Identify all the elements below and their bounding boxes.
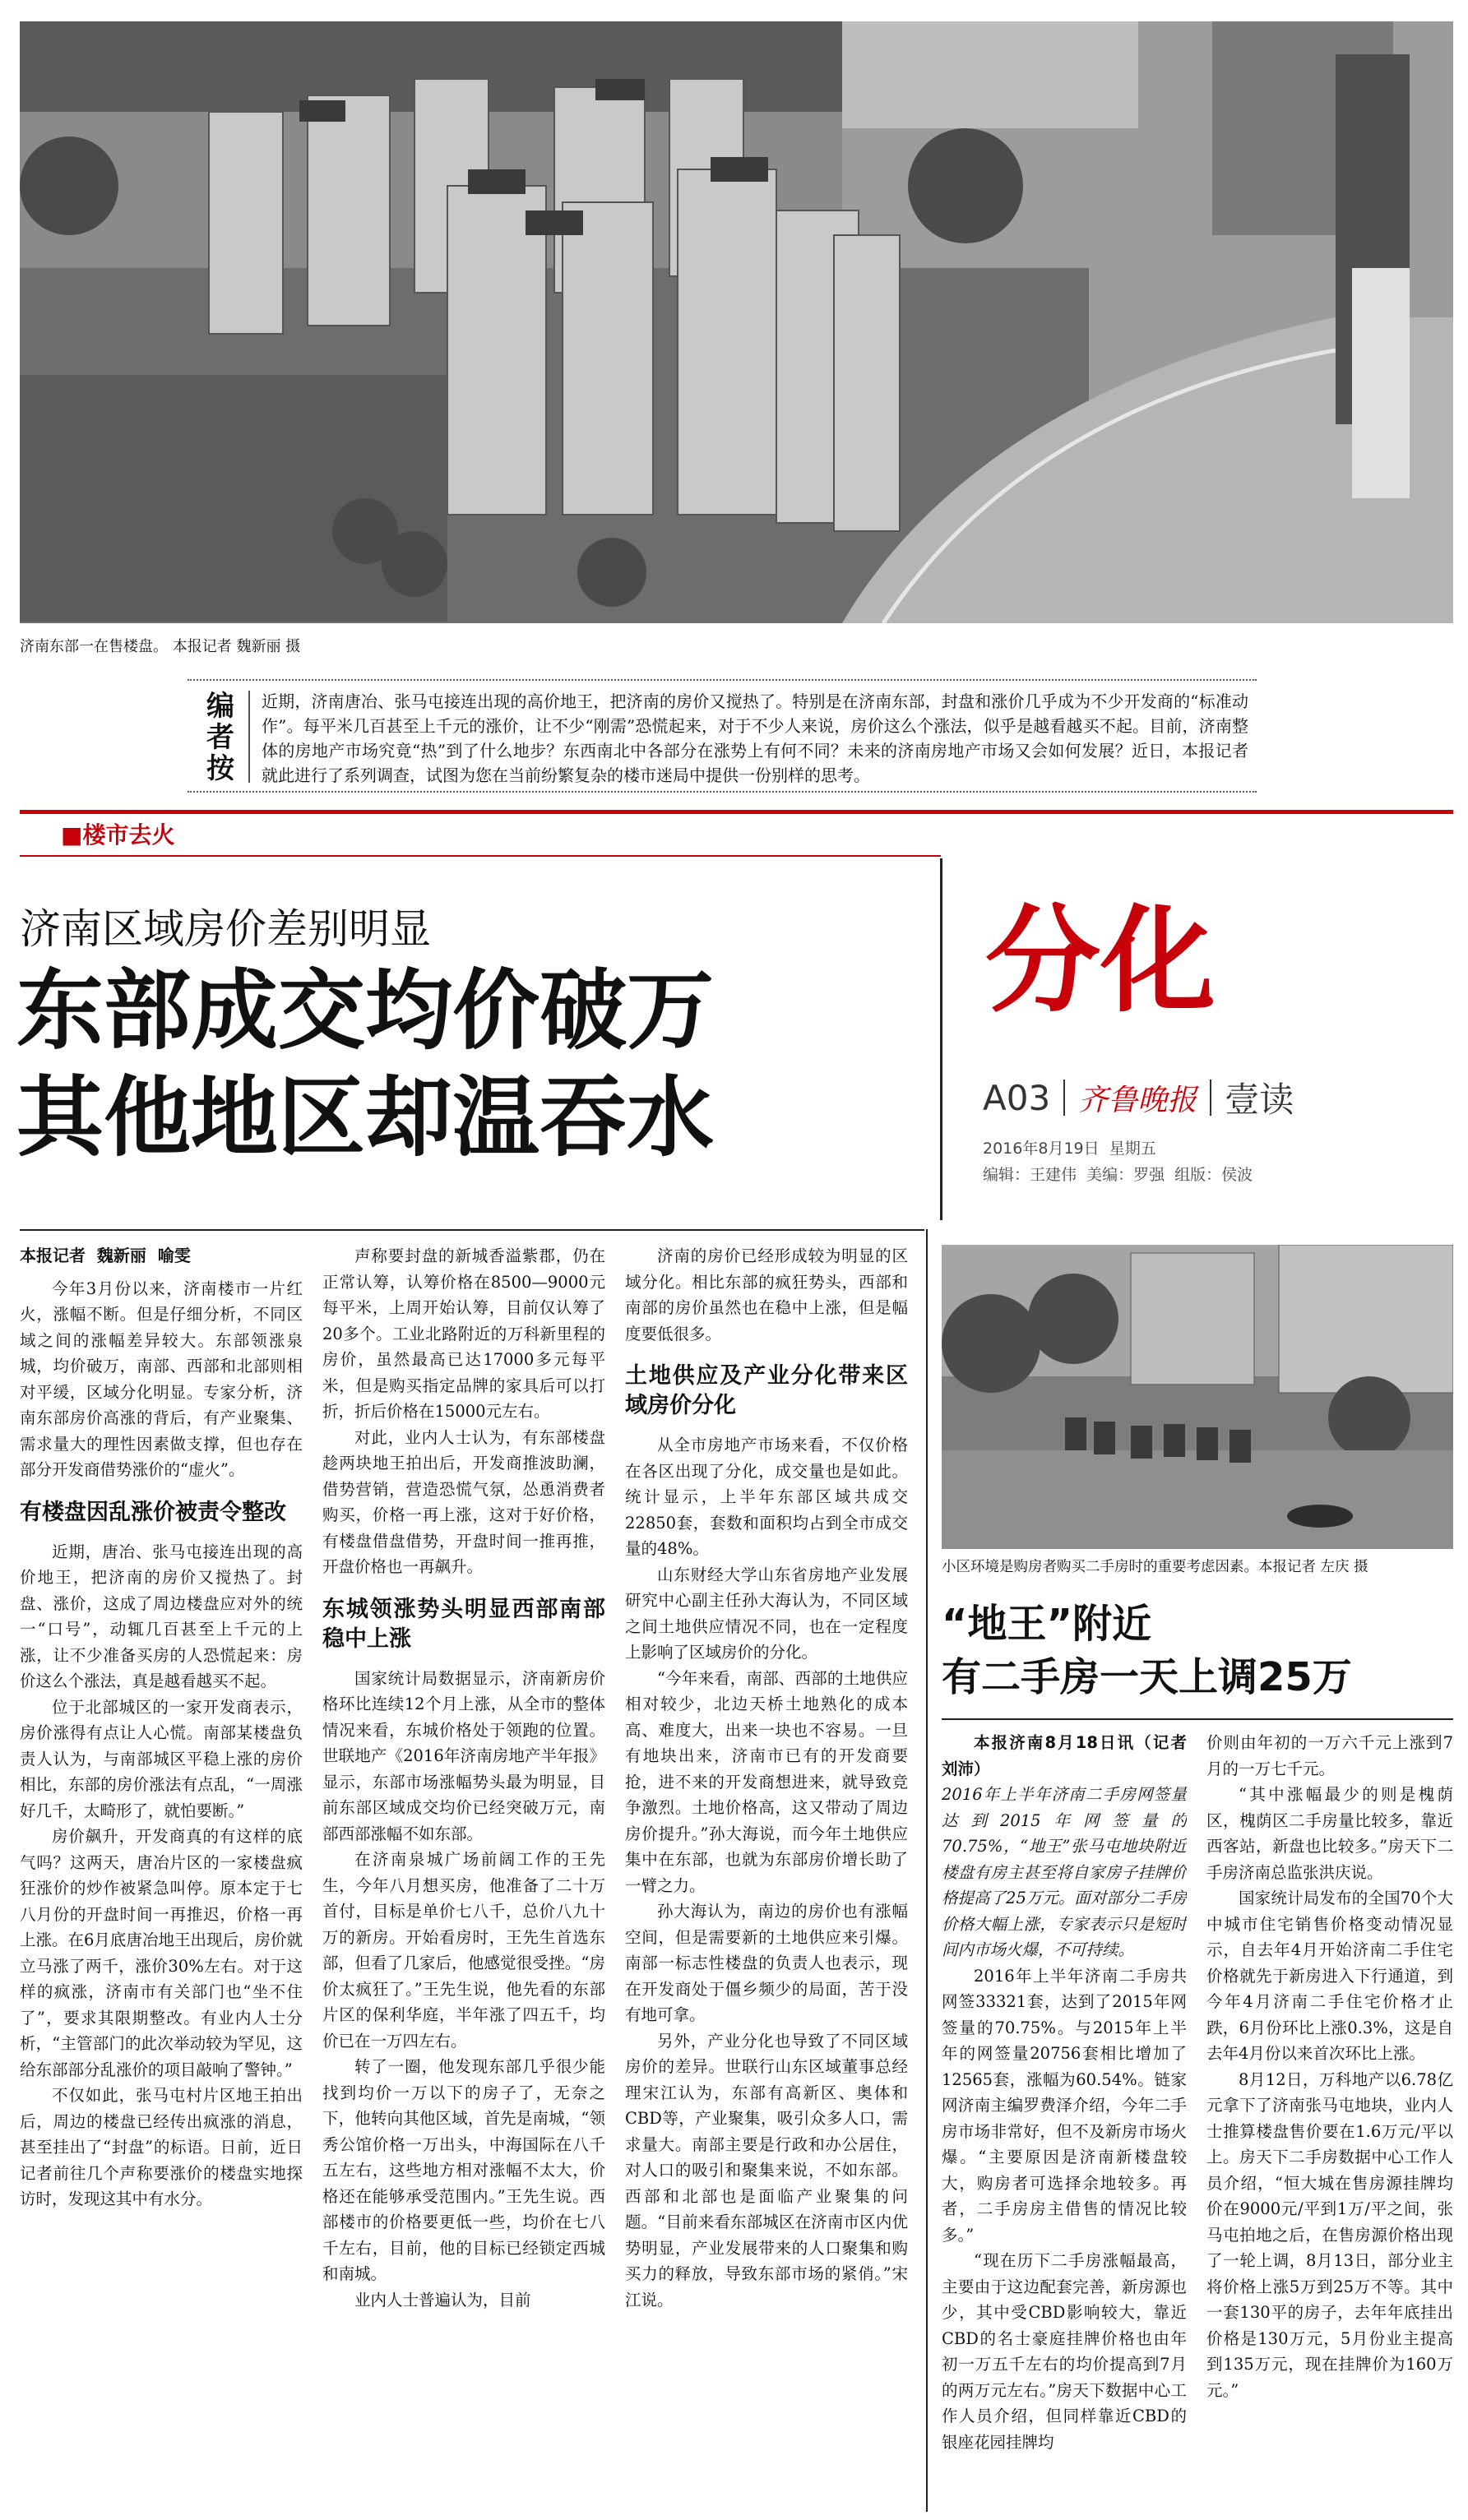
paragraph: 国家统计局发布的全国70个大中城市住宅销售价格变动情况显示，自去年4月开始济南二手住宅价格就先于新房进入下行通道，到今年4月济南二手住宅价格才止跌，6月份环比上涨0.3%，这是自去年4月份以来首次环比上涨。 (1206, 1889, 1453, 2063)
paragraph: 济南的房价已经形成较为明显的区域分化。相比东部的疯狂势头，西部和南部的房价虽然也在稳中上涨，但是幅度要低很多。 (625, 1246, 908, 1343)
paragraph: 孙大海认为，南边的房价也有涨幅空间，但是需要新的土地供应来引爆。南部一标志性楼盘的负责人也表示，现在开发商处于僵乡频少的局面，苦于没有地可拿。 (625, 1902, 908, 2024)
top-photo (20, 21, 1453, 623)
dateline: 本报济南8月18日讯（记者 刘沛） (942, 1733, 1187, 1778)
masthead-row (983, 1073, 1294, 1122)
masthead-date: 2016年8月19日 星期五 (983, 1140, 1156, 1158)
section-tag: ■楼市去火 (61, 821, 175, 848)
paragraph: 今年3月份以来，济南楼市一片红火，涨幅不断。但是仔细分析，不同区域之间的涨幅差异较大。东部领涨泉城，均价破万，南部、西部和北部则相对平缓，区域分化明显。专家分析，济南东部房价高涨的背后，有产业聚集、需求量大的理性因素做支撑，但也存在部分开发商借势涨价的“虚火”。 (20, 1278, 303, 1479)
paragraph: 在济南泉城广场前阔工作的王先生，今年八月想买房，他准备了二十万首付，目标是单价七八千，总价八九十万的新房。开始看房时，王先生首选东部，但看了几家后，他感觉很受挫。“房价太疯狂了。”王先生说，他先看的东部片区的保利华庭，半年涨了四五千，均价已在一万四左右。 (322, 1850, 605, 2051)
subheading: 有楼盘因乱涨价被责令整改 (20, 1499, 286, 1525)
paragraph: “其中涨幅最少的则是槐荫区，槐荫区二手房量比较多，靠近西客站，新盘也比较多。”房天下二手房济南总监张洪庆说。 (1206, 1785, 1453, 1882)
article-top-rule (20, 1229, 924, 1231)
page-number: A03 (983, 1077, 1051, 1118)
paragraph: “现在历下二手房涨幅最高，主要由于这边配套完善，新房源也少，其中受CBD影响较大，靠近CBD的名士豪庭挂牌价格也由年初一万五千左右的均价提高到7月的两万元左右。”房天下数据中心工作人员介绍，但同样靠近CBD的银座花园挂牌均 (942, 2251, 1187, 2452)
paragraph: 转了一圈，他发现东部几乎很少能找到均价一万以下的房子了，无奈之下，他转向其他区域，首先是南城，“领秀公馆价格一万出头，中海国际在八千五左右，这些地方相对涨幅不太大，价格还在能够承受范围内。”王先生说。西部楼市的价格要更低一些，均价在七八千左右，目前，他的目标已经锁定西城和南城。 (322, 2057, 605, 2283)
side-headline-line2: 有二手房一天上调25万 (942, 1654, 1352, 1700)
top-photo-caption: 济南东部一在售楼盘。 本报记者 魏新丽 摄 (20, 638, 301, 655)
side-photo-caption: 小区环境是购房者购买二手房时的重要考虑因素。本报记者 左庆 摄 (942, 1559, 1368, 1575)
section-rule (20, 810, 1453, 814)
subheading: 东城领涨势头明显西部南部稳中上涨 (322, 1596, 605, 1652)
lead-paragraph: 2016年上半年济南二手房网签量达到2015年网签量的70.75%，“地王”张马屯地块附近楼盘有房主甚至将自家房子挂牌价格提高了25万元。面对部分二手房价格大幅上涨，专家表示只是短时间内市场火爆，不可持续。 (942, 1785, 1187, 1959)
continued-paragraph: 价则由年初的一万六千元上涨到7月的一万七千元。 (1206, 1733, 1453, 1778)
paragraph: 另外，产业分化也导致了不同区域房价的差异。世联行山东区域董事总经理宋江认为，东部有高新区、奥体和CBD等，产业聚集，吸引众多人口，需求量大。南部主要是行政和办公居住，对人口的吸引和聚集来说，不如东部。西部和北部也是面临产业聚集的问题。“目前来看东部城区在济南市区内优势明显，产业发展带来的人口聚集和购买力的释放，导致东部市场的紧俏。”宋江说。 (625, 2031, 908, 2310)
paragraph: 2016年上半年济南二手房共网签33321套，达到了2015年网签量的70.75%。与2015年上半年的网签量20756套相比增加了12565套，涨幅为60.54%。链家网济南主编罗费泽介绍，今年二手房市场非常好，但不及新房市场火爆。“主要原因是济南新楼盘较大，购房者可选择余地较多。再者，二手房房主借售的情况比较多。” (942, 1966, 1187, 2245)
section-tag-underline (20, 855, 941, 857)
masthead-divider-2 (1210, 1080, 1211, 1116)
main-side-rule (926, 1229, 928, 2512)
headline-line2: 其他地区却温吞水 (16, 1067, 714, 1168)
paragraph: 山东财经大学山东省房地产业发展研究中心副主任孙大海认为，不同区域之间土地供应情况不同，也在一定程度上影响了区域房价的分化。 (625, 1565, 908, 1662)
masthead-staff: 编辑：王建伟 美编：罗强 组版：侯波 (983, 1166, 1253, 1184)
article-col-2 (322, 1243, 605, 2509)
headline-line1: 东部成交均价破万 (16, 960, 714, 1061)
editor-note-text: 近期，济南唐冶、张马屯接连出现的高价地王，把济南的房价又搅热了。特别是在济南东部，封盘和涨价几乎成为不少开发商的“标准动作”。每平米几百甚至上千元的涨价，让不少“刚需”恐慌起来，对于不少人来说，房价这么个涨法，似乎是越看越买不起。目前，济南整体的房地产市场究竟“热”到了什么地步？东西南北中各部分在涨势上有何不同？未来的济南房地产市场又会如何发展？近日，本报记者就此进行了系列调查，试图为您在当前纷繁复杂的楼市迷局中提供一份别样的思考。 (262, 691, 1248, 785)
side-col-2 (1206, 1730, 1453, 2511)
masthead-title: 分化 (985, 895, 1216, 1029)
paragraph: 近期，唐冶、张马屯接连出现的高价地王，把济南的房价又搅热了。封盘、涨价，这成了周边楼盘应对外的统一“口号”，动辄几百甚至上千元的上涨，让不少准备买房的人恐慌起来：房价这么个涨法，真是越看越买不起。 (20, 1542, 303, 1690)
headline-vertical-rule (940, 858, 942, 1220)
subheading: 土地供应及产业分化带来区域房价分化 (625, 1363, 908, 1418)
side-headline-line1: “地王”附近 (942, 1601, 1152, 1647)
editor-note-label: 编者按 (206, 690, 234, 785)
article-col-2-body (322, 1243, 605, 2313)
paragraph: 国家统计局数据显示，济南新房价格环比连续12个月上涨，从全市的整体情况来看，东城价格处于领跑的位置。世联地产《2016年济南房地产半年报》显示，东部市场涨幅势头最为明显，目前东部区域成交均价已经突破万元，南部西部涨幅不如东部。 (322, 1668, 605, 1843)
paragraph: 8月12日，万科地产以6.78亿元拿下了济南张马屯地块，业内人士推算楼盘售价要在1.6万元/平以上。房天下二手房数据中心工作人员介绍，“恒大城在售房源挂牌均价在9000元/平到1万/平之间，张马屯拍地之后，在售房源价格出现了一轮上调，8月13日，部分业主将价格上涨5万到25万不等。其中一套130平的房子，去年年底挂出价格是130万元，5月份业主提高到135万元，现在挂牌价为160万元。” (1206, 2069, 1453, 2400)
paragraph: 从全市房地产市场来看，不仅价格在各区出现了分化，成交量也是如此。统计显示，上半年东部区域共成交22850套，套数和面积均占到全市成交量的48%。 (625, 1436, 908, 1558)
masthead-divider (1063, 1080, 1065, 1116)
side-col-2-body (1206, 1730, 1453, 2403)
headline-kicker: 济南区域房价差别明显 (20, 905, 431, 953)
section-name: 壹读 (1225, 1080, 1294, 1120)
paragraph: 房价飙升，开发商真的有这样的底气吗？这两天，唐冶片区的一家楼盘疯狂涨价的炒作被紧急叫停。原本定于七八月份的开盘时间一再推迟，价格一再上涨。在6月底唐冶地王出现后，房价就立马涨了两千，涨价30%左右。对于这样的疯涨，济南市有关部门也“坐不住了”，要求其限期整改。有业内人士分析，“主管部门的此次举动较为罕见，这给东部部分乱涨价的项目敲响了警钟。” (20, 1827, 303, 2079)
paragraph: 不仅如此，张马屯村片区地王拍出后，周边的楼盘已经传出疯涨的消息，甚至挂出了“封盘”的标语。日前，近日记者前往几个声称要涨价的楼盘实地探访时，发现这其中有水分。 (20, 2086, 303, 2208)
article-byline: 本报记者 魏新丽 喻雯 (20, 1246, 191, 1265)
paragraph: 对此，业内人士认为，有东部楼盘趁两块地王拍出后，开发商推波助澜，借势营销，营造恐慌气氛，怂恿消费者购买，价格一再上涨，这对于好价格，有楼盘借盘借势，开盘时间一推再推，开盘价格也一再飙升。 (322, 1427, 605, 1576)
side-col-1 (942, 1730, 1187, 2511)
paper-logo: 齐鲁晚报 (1078, 1083, 1197, 1117)
paragraph: 声称要封盘的新城香溢紫郡，仍在正常认筹，认筹价格在8500—9000元每平米，上周开始认筹，目前仅认筹了20多个。工业北路附近的万科新里程的房价，虽然最高已达17000多元每平米，但是购买指定品牌的家具后可以打折，折后价格在15000元左右。 (322, 1246, 605, 1421)
article-col-1-body (20, 1276, 303, 2213)
article-col-1 (20, 1243, 303, 2509)
residential-courtyard-scene (942, 1245, 1453, 1549)
side-photo (942, 1245, 1453, 1549)
paragraph: 位于北部城区的一家开发商表示，房价涨得有点让人心慌。南部某楼盘负责人认为，与南部城区平稳上涨的房价相比，东部的房价涨法有点乱，“一周涨好几千，太畸形了，就怕要断。” (20, 1697, 303, 1820)
article-col-3-body (625, 1243, 908, 2313)
sales-model-scene (20, 21, 1453, 623)
side-article-rule (942, 1718, 1453, 1720)
editor-note-divider (248, 691, 250, 783)
article-col-3 (625, 1243, 908, 2509)
paragraph: 业内人士普遍认为，目前 (354, 2290, 531, 2310)
side-col-1-body (942, 1730, 1187, 2455)
paragraph: “今年来看，南部、西部的土地供应相对较少，北边天桥土地熟化的成本高、难度大，出来一块也不容易。一旦有地块出来，济南市已有的开发商要抢，进不来的开发商想进来，就导致竞争激烈。土地价格高，这又带动了周边房价提升。”孙大海说，而今年土地供应集中在东部，也就为东部房价增长助了一臂之力。 (625, 1668, 908, 1895)
